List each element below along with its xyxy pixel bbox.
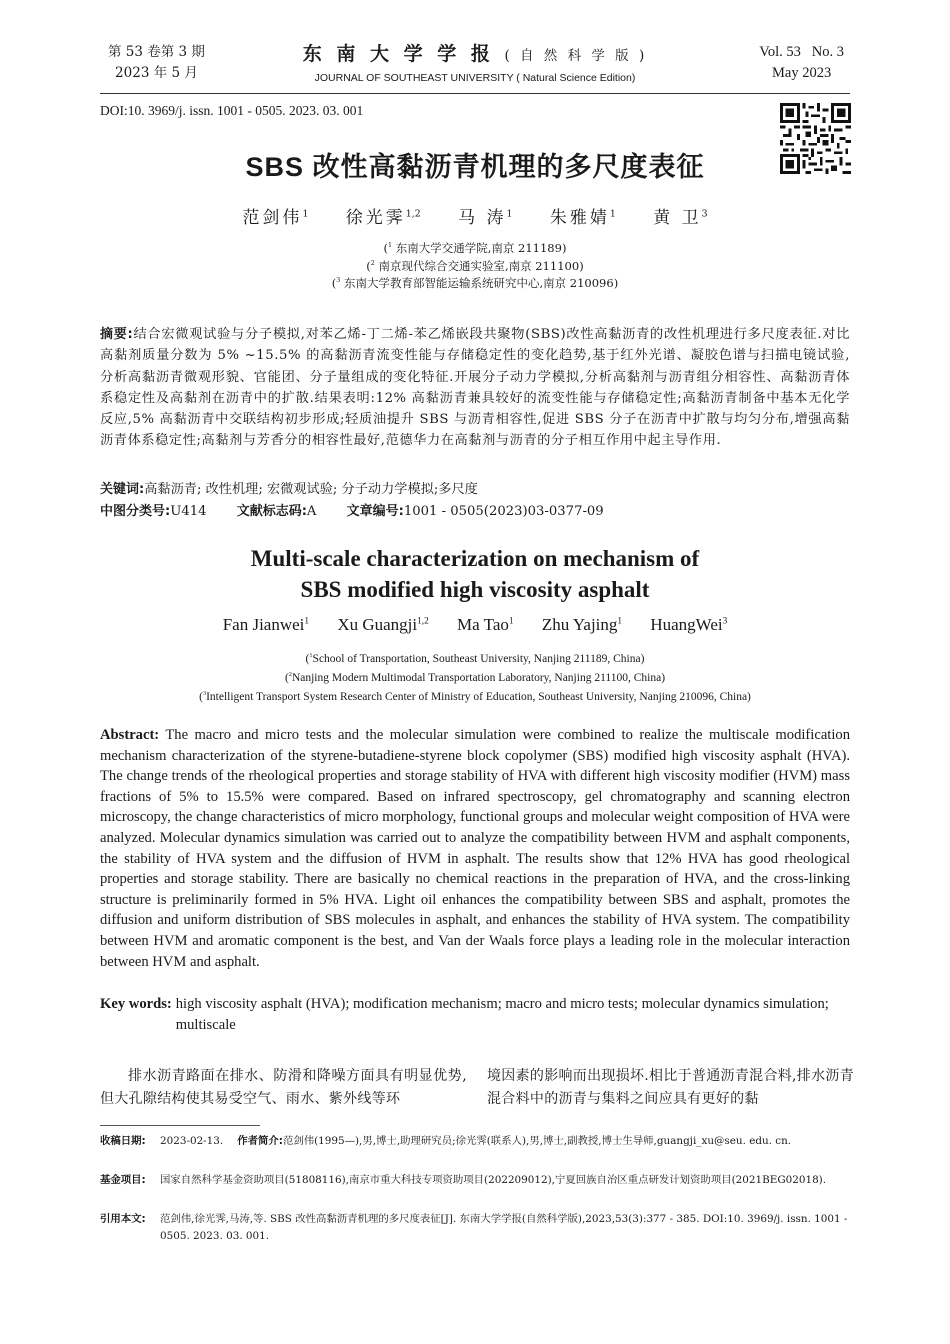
keywords-en — [100, 994, 850, 1036]
issue-info-en — [759, 42, 844, 84]
footnote-received — [100, 1133, 850, 1150]
affiliation-cn: ($^1$ 东南大学交通学院,南京 211189) — [383, 241, 567, 255]
affiliation-text: 东南大学教育部智能运输系统研究中心,南京 210096) — [343, 276, 619, 290]
author-affil-mark: 1 — [506, 208, 513, 220]
doi: DOI:10. 3969/j. issn. 1001 - 0505. 2023. 03. 001 — [100, 103, 364, 118]
affiliation-text: Nanjing Modern Multimodal Transportation Laboratory, Nanjing 211100, China) — [291, 672, 666, 684]
keywords-text-cn: 高黏沥青; 改性机理; 宏微观试验; 分子动力学模拟;多尺度 — [144, 482, 478, 497]
author-bio-label: 作者简介: — [237, 1135, 283, 1147]
abstract-en — [100, 725, 850, 972]
volume-en: Vol. 53 No. 3 — [759, 44, 844, 60]
affiliations-cn — [100, 240, 850, 293]
author-name: 朱雅婧 — [549, 208, 610, 228]
keywords-label-cn: 关键词: — [100, 482, 145, 497]
article-number-label: 文章编号: — [346, 504, 404, 519]
footnote-citation — [100, 1211, 850, 1245]
paper-title-cn: SBS 改性高黏沥青机理的多尺度表征 — [245, 152, 705, 182]
author-affil-mark: 1,2 — [405, 208, 421, 220]
author-cn — [458, 208, 512, 228]
clc-label: 中图分类号: — [100, 504, 171, 519]
received-date: 2023-02-13. — [160, 1135, 224, 1147]
keywords-label-en: Key words: — [100, 996, 172, 1012]
abstract-text-en: The macro and micro tests and the molecular simulation were combined to realize the multiscale modification mechanism characterization of the styrene-butadiene-styrene block copolymer (SBS) modified high viscosity asphalt (HVA). The change trends of the rheological properties and storage stability of HVA with different high viscosity modifier (HVM) mass fractions of 5% to 15.5% were compared. Based on infrared spectroscopy, gel chromatography and scanning electron microscopy, the change characteristics of micro morphology, functional groups and molecular weight composition of HVA were analyzed. Molecular dynamics simulation was carried out to analyze the compatibility between HVM and asphalt components, the stability of HVA system and the diffusion of HVM in asphalt. The results show that 12% HVA has good rheological properties and storage stability. There are basically no chemical reactions in the preparation of HVA, and the cross-linking structure is preliminarily formed in 5% HVA. Light oil enhances the compatibility between SBS and asphalt, promotes the diffusion and uniform distribution of SBS molecules in asphalt, and enhances the stability of HVA system. The compatibility between HVM and aromatic component is the best, and Van der Waals force plays a leading role in the molecular interaction between HVM and asphalt. — [100, 727, 851, 970]
author-affil-mark: 3 — [722, 616, 728, 627]
affiliation-en: ($^1$School of Transportation, Southeast University, Nanjing 211189, China) — [305, 652, 645, 665]
affil-mark: 2 — [288, 671, 292, 679]
author-en — [650, 615, 727, 634]
journal-name-cn — [290, 42, 660, 68]
keywords-cn — [100, 479, 850, 500]
affiliation-en: ($^2$Nanjing Modern Multimodal Transportation Laboratory, Nanjing 211100, China) — [284, 671, 666, 684]
citation-text: 范剑伟,徐光霁,马涛,等. SBS 改性高黏沥青机理的多尺度表征[J]. 东南大学学报(自然科学版),2023,53(3):377 - 385. DOI:10. 3969/j. issn. 1001 - 0505. 2023. 03. 001. — [160, 1213, 848, 1242]
issue-info-cn — [108, 42, 205, 84]
author-en — [223, 615, 309, 634]
author-cn — [653, 208, 707, 228]
affil-mark: 2 — [370, 259, 375, 267]
affil-mark: 3 — [336, 277, 341, 285]
abstract-cn — [100, 324, 850, 452]
paper-title-en — [100, 543, 850, 605]
funding-text: 国家自然科学基金资助项目(51808116),南京市重大科技专项资助项目(202209012),宁夏回族自治区重点研发计划资助项目(2021BEG02018). — [160, 1174, 827, 1186]
author-list-cn — [100, 203, 850, 228]
article-number-value: 1001 - 0505(2023)03-0377-09 — [403, 504, 604, 519]
author-en — [457, 615, 514, 634]
title-en-line: Multi-scale characterization on mechanism of — [250, 546, 700, 571]
affiliation-cn: ($^2$ 南京现代综合交通实验室,南京 211100) — [366, 258, 584, 273]
author-name: Fan Jianwei — [222, 615, 305, 634]
body-text-left-column: 排水沥青路面在排水、防滑和降噪方面具有明显优势,但大孔隙结构使其易受空气、雨水、紫外线等环 — [100, 1068, 467, 1107]
journal-name — [290, 42, 660, 86]
date-cn: 2023 年 5 月 — [115, 65, 198, 81]
header-divider — [100, 93, 850, 94]
author-name: 马 涛 — [458, 208, 507, 228]
doc-code-label: 文献标志码: — [236, 504, 307, 519]
author-affil-mark: 1 — [302, 208, 309, 220]
author-cn — [550, 208, 616, 228]
author-name: Xu Guangji — [337, 615, 418, 634]
author-affil-mark: 1 — [304, 616, 310, 627]
author-en — [337, 615, 428, 634]
author-name: HuangWei — [650, 615, 723, 634]
journal-edition-cn: ( 自 然 科 学 版 ) — [504, 48, 648, 64]
author-affil-mark: 3 — [701, 208, 708, 220]
affil-mark: 1 — [388, 242, 393, 250]
author-name: 徐光霁 — [345, 208, 406, 228]
abstract-label-en: Abstract: — [100, 727, 160, 743]
affiliations-en — [100, 650, 850, 707]
doc-code-value: A — [306, 504, 317, 519]
affiliation-en: ($^3$Intelligent Transport System Research Center of Ministry of Education, Southeast University, Nanjing 210096, China) — [199, 690, 751, 703]
abstract-text-cn: 结合宏微观试验与分子模拟,对苯乙烯-丁二烯-苯乙烯嵌段共聚物(SBS)改性高黏沥青的改性机理进行多尺度表征.对比高黏剂质量分数为 5% ~15.5% 的高黏沥青流变性能与存储稳定性的变化趋势,基于红外光谱、凝胶色谱与扫描电镜试验,分析高黏沥青微观形貌、官能团、分子量组成的变化特征.开展分子动力学模拟,分析高黏剂与沥青组分相容性、高黏沥青体系稳定性及高黏剂在沥青中的扩散.结果表明:12% 高黏沥青兼具较好的流变性能与存储稳定性;高黏沥青制备中基本无化学反应,5% 高黏沥青中交联结构初步形成;轻质油提升 SBS 与沥青相容性,促进 SBS 分子在沥青中扩散与均匀分布,增强高黏沥青体系稳定性;高黏剂与芳香分的相容性最好,范德华力在高黏剂与沥青的分子相互作用中起主导作用. — [100, 327, 850, 449]
classification-line — [100, 501, 850, 522]
title-en-line: SBS modified high viscosity asphalt — [300, 577, 650, 602]
clc-value: U414 — [170, 504, 207, 519]
author-en — [542, 615, 622, 634]
footnote-funding — [100, 1172, 850, 1189]
journal-name-en: JOURNAL OF SOUTHEAST UNIVERSITY ( Natural Science Edition) — [314, 72, 636, 84]
author-affil-mark: 1 — [617, 616, 623, 627]
author-affil-mark: 1,2 — [417, 616, 429, 627]
affiliation-text: Intelligent Transport System Research Center of Ministry of Education, Southeast University, Nanjing 210096, China) — [206, 691, 751, 703]
running-header — [100, 40, 850, 92]
abstract-label-cn: 摘要: — [100, 327, 134, 342]
affil-mark: 1 — [309, 652, 313, 660]
footnote-divider — [100, 1125, 260, 1126]
citation-label: 引用本文: — [100, 1213, 146, 1225]
affiliation-cn: ($^3$ 东南大学教育部智能运输系统研究中心,南京 210096) — [331, 276, 619, 290]
affiliation-text: 东南大学交通学院,南京 211189) — [395, 241, 567, 255]
keywords-text-en: high viscosity asphalt (HVA); modification mechanism; macro and micro tests; molecular dynamics simulation; multiscale — [175, 996, 829, 1033]
author-cn — [242, 208, 308, 228]
author-name: 黄 卫 — [653, 208, 702, 228]
author-name: Ma Tao — [457, 615, 509, 634]
funding-label: 基金项目: — [100, 1174, 146, 1186]
author-name: 范剑伟 — [242, 208, 303, 228]
date-en: May 2023 — [772, 65, 832, 81]
author-bio-text: 范剑伟(1995—),男,博士,助理研究员;徐光霁(联系人),男,博士,副教授,博士生导师,guangji_xu@seu. edu. cn. — [282, 1135, 792, 1147]
affil-mark: 3 — [202, 690, 207, 698]
author-cn — [346, 208, 421, 228]
body-text-right-column: 境因素的影响而出现损坏.相比于普通沥青混合料,排水沥青混合料中的沥青与集料之间应具有更好的黏 — [487, 1068, 854, 1107]
author-list-en — [100, 615, 850, 635]
affiliation-text: 南京现代综合交通实验室,南京 211100) — [378, 258, 584, 273]
received-label: 收稿日期: — [100, 1135, 146, 1147]
author-affil-mark: 1 — [508, 616, 514, 627]
affiliation-text: School of Transportation, Southeast University, Nanjing 211189, China) — [312, 653, 645, 665]
author-name: Zhu Yajing — [541, 615, 618, 634]
journal-title-cn: 东 南 大 学 学 报 — [302, 43, 494, 65]
author-affil-mark: 1 — [609, 208, 616, 220]
volume-cn: 第 53 卷第 3 期 — [108, 44, 205, 60]
